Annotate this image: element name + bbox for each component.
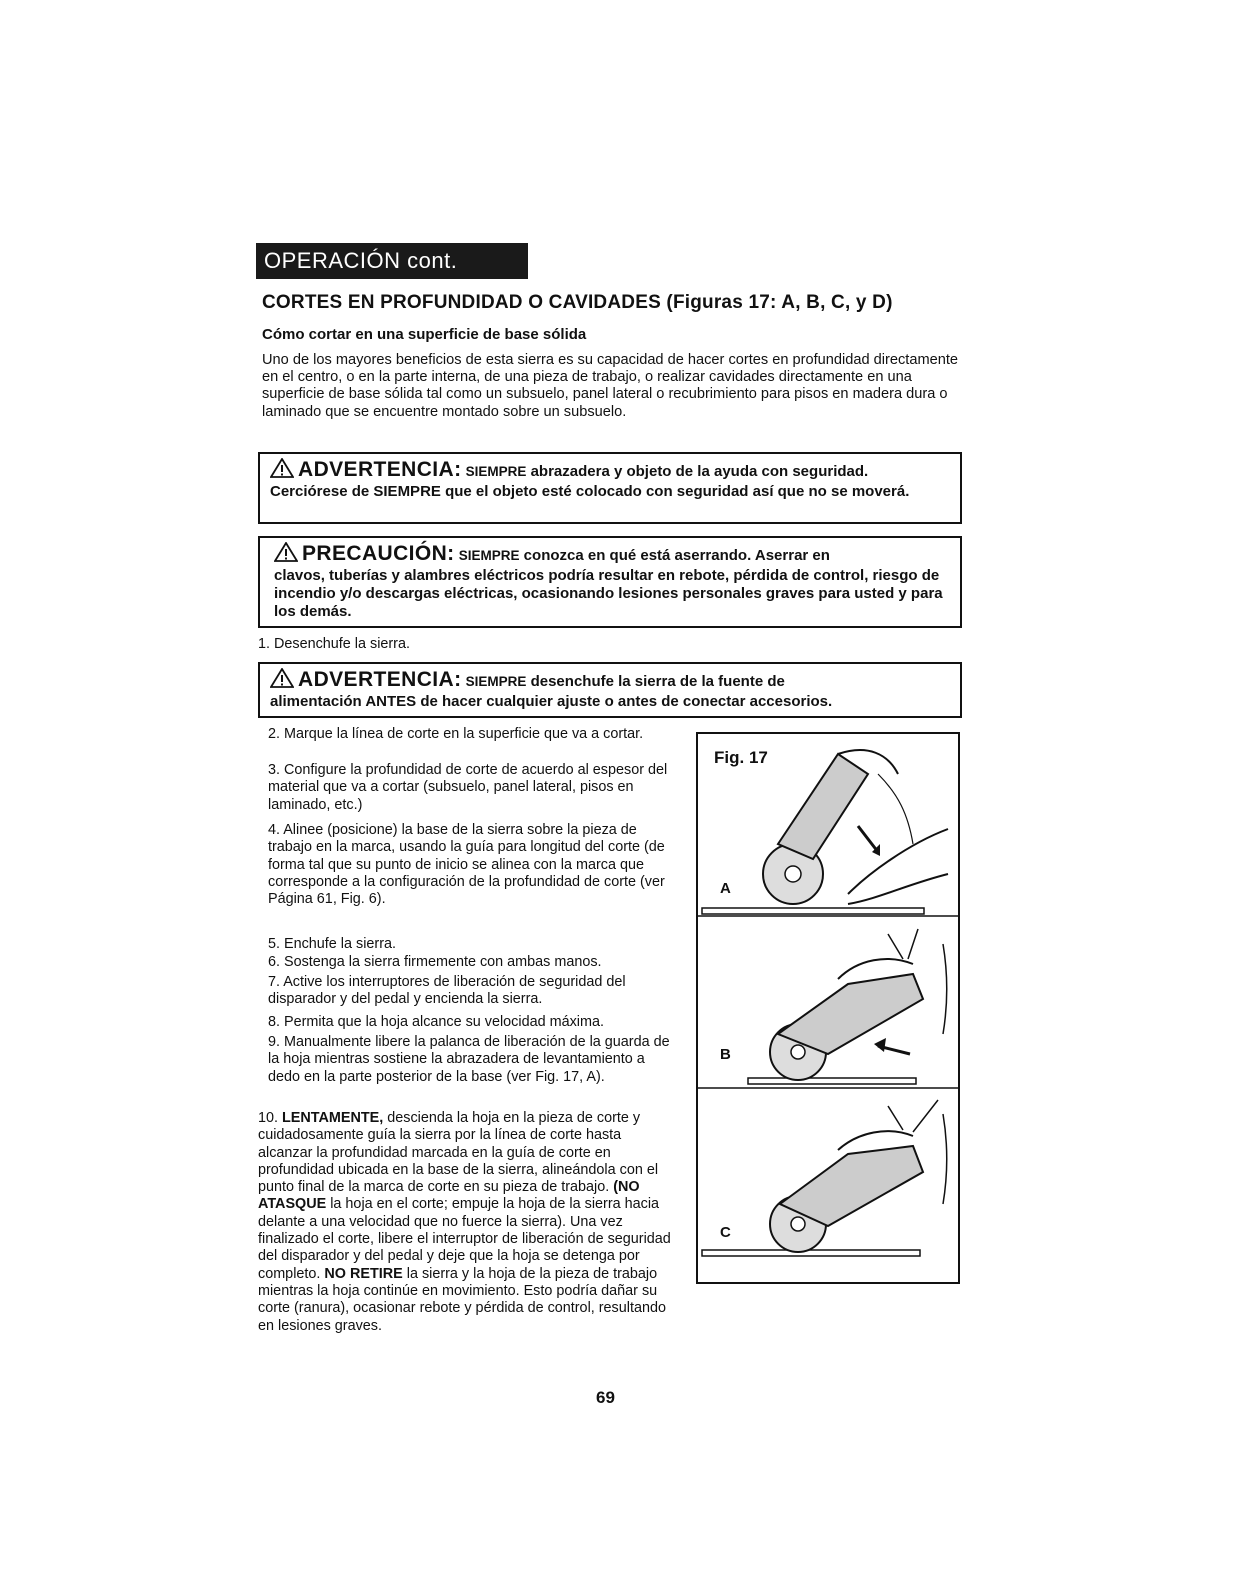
step-5: 5. Enchufe la sierra. bbox=[268, 936, 396, 952]
panel-label-b: B bbox=[720, 1046, 731, 1063]
warning-box-unplug bbox=[258, 662, 962, 718]
step-4: 4. Alinee (posicione) la base de la sierra sobre la pieza de trabajo en la marca, usando la guía para longitud del corte (de forma tal que su punto de inicio se alinea con la marca que corresponde a la configuración de la profundidad de corte (ver Página 61, Fig. 6). bbox=[268, 822, 665, 908]
warning-keyword: SIEMPRE bbox=[465, 674, 527, 689]
step-3: 3. Configure la profundidad de corte de acuerdo al espesor del material que va a cortar (subsuelo, panel lateral, pisos en laminado, etc.) bbox=[268, 762, 668, 813]
step-10-number: 10. bbox=[258, 1110, 283, 1126]
caution-text-cont: clavos, tuberías y alambres eléctricos podría resultar en rebote, pérdida de control, riesgo de incendio y/o descargas eléctricas, ocasionando lesiones personales graves para usted y para los demás. bbox=[274, 567, 943, 620]
warning-text-c: de hacer cualquier ajuste o antes de conectar accesorios. bbox=[416, 693, 833, 710]
warning-text: desenchufe la sierra de la fuente de bbox=[526, 673, 785, 690]
warning-heading: ADVERTENCIA: bbox=[298, 668, 462, 691]
caution-box bbox=[258, 536, 962, 628]
warning-text-cont: Cerciórese de SIEMPRE que el objeto esté colocado con seguridad así que no se moverá. bbox=[270, 483, 910, 500]
warning-triangle-icon bbox=[270, 668, 294, 693]
figure-17-illustration bbox=[698, 734, 958, 1282]
step-9: 9. Manualmente libere la palanca de liberación de la guarda de la hoja mientras sostiene la abrazadera de levantamiento a dedo en la parte posterior de la base (ver Fig. 17, A). bbox=[268, 1034, 670, 1085]
step-10-emph-3: NO RETIRE bbox=[324, 1265, 403, 1282]
warning-text-b: ANTES bbox=[365, 693, 417, 710]
panel-label-a: A bbox=[720, 880, 731, 897]
figure-label: Fig. 17 bbox=[714, 748, 768, 767]
step-6: 6. Sostenga la sierra firmemente con ambas manos. bbox=[268, 954, 602, 970]
warning-heading: ADVERTENCIA: bbox=[298, 458, 462, 481]
step-10-text-2: la hoja en el corte; empuje la hoja de la sierra hacia delante a una velocidad que no fuerce la sierra). Una vez finalizado el corte, libere el interruptor de liberación de seguridad del disparador y del pedal y deje que la hoja se detenga por completo. bbox=[258, 1196, 671, 1282]
caution-keyword: SIEMPRE bbox=[458, 548, 520, 563]
panel-label-c: C bbox=[720, 1224, 731, 1241]
step-10-emph-2: (NO ATASQUE bbox=[258, 1179, 640, 1213]
step-1: 1. Desenchufe la sierra. bbox=[258, 636, 410, 652]
step-8: 8. Permita que la hoja alcance su velocidad máxima. bbox=[268, 1014, 604, 1030]
warning-text: abrazadera y objeto de la ayuda con seguridad. bbox=[526, 463, 869, 480]
warning-triangle-icon bbox=[270, 458, 294, 483]
warning-box-clamp bbox=[258, 452, 962, 524]
step-10-text-1: descienda la hoja en la pieza de corte y cuidadosamente guía la sierra por la línea de corte hasta alcanzar la profundidad marcada en la guía de corte en profundidad ubicada en la base de la sierra, alineándola con el punto final de la marca de corte en su pieza de trabajo. bbox=[258, 1110, 659, 1196]
step-10-text-3: la sierra y la hoja de la pieza de trabajo mientras la hoja continúe en movimiento. Esto podría dañar su corte (ranura), ocasionar rebote y pérdida de control, resultando en lesiones graves. bbox=[258, 1265, 666, 1334]
step-10-emph-1: LENTAMENTE, bbox=[282, 1110, 384, 1126]
subsection-title: Cómo cortar en una superficie de base sólida bbox=[262, 326, 587, 343]
section-banner: OPERACIÓN cont. bbox=[256, 243, 528, 279]
section-title: CORTES EN PROFUNDIDAD O CAVIDADES (Figuras 17: A, B, C, y D) bbox=[262, 292, 893, 313]
step-10 bbox=[258, 1110, 678, 1335]
step-7: 7. Active los interruptores de liberación de seguridad del disparador y del pedal y encienda la sierra. bbox=[268, 974, 626, 1008]
warning-keyword: SIEMPRE bbox=[465, 464, 527, 479]
caution-heading: PRECAUCIÓN: bbox=[302, 542, 455, 565]
panel-a-saw-drawing bbox=[702, 750, 948, 914]
warning-text-a: alimentación bbox=[270, 693, 366, 710]
caution-text: conozca en qué está aserrando. Aserrar en bbox=[519, 547, 830, 564]
intro-paragraph: Uno de los mayores beneficios de esta sierra es su capacidad de hacer cortes en profundidad directamente en el centro, o en la parte interna, de una pieza de trabajo, o realizar cavidades directamente en una superficie de base sólida tal como un subsuelo, panel lateral o recubrimiento para pisos en madera dura o laminado que se encuentre montado sobre un subsuelo. bbox=[262, 352, 959, 420]
page-number: 69 bbox=[596, 1388, 615, 1407]
warning-triangle-icon bbox=[274, 542, 298, 567]
step-2: 2. Marque la línea de corte en la superficie que va a cortar. bbox=[268, 726, 644, 742]
panel-c-saw-drawing bbox=[702, 1100, 947, 1256]
panel-b-saw-drawing bbox=[748, 929, 947, 1084]
